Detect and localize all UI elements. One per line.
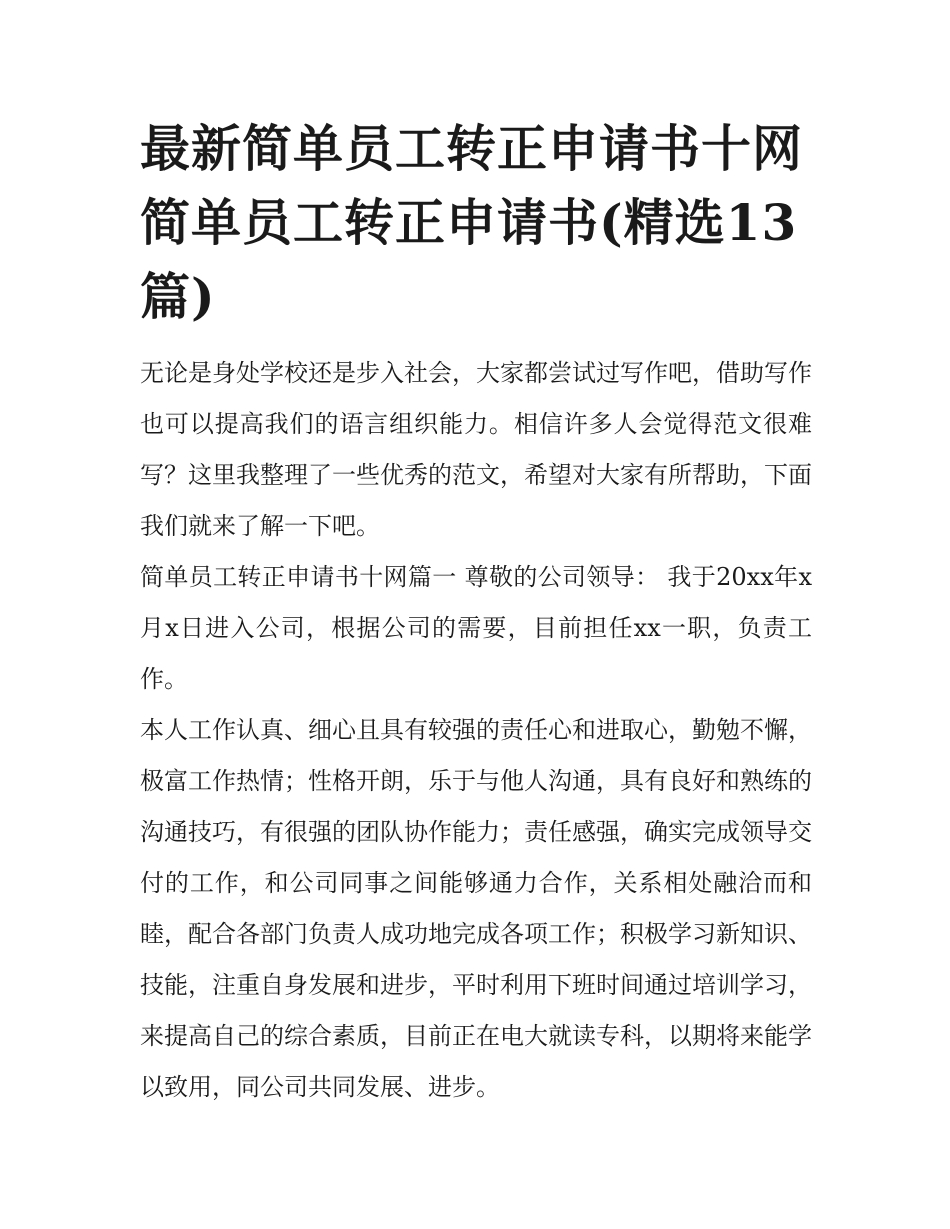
work-performance-paragraph: 本人工作认真、细心且具有较强的责任心和进取心，勤勉不懈，极富工作热情；性格开朗，乐于与他人沟通，具有良好和熟练的沟通技巧，有很强的团队协作能力；责任感强，确实完成领导交付的工作，和公司同事之间能够通力合作，关系相处融洽而和睦，配合各部门负责人成功地完成各项工作；积极学习新知识、技能，注重自身发展和进步，平时利用下班时间通过培训学习，来提高自己的综合素质，目前正在电大就读专科，以期将来能学以致用，同公司共同发展、进步。 — [140, 716, 812, 1101]
document-title: 最新简单员工转正申请书十网简单员工转正申请书(精选13篇) — [140, 119, 803, 326]
title-spacer — [140, 334, 812, 348]
intro-paragraph: 无论是身处学校还是步入社会，大家都尝试过写作吧，借助写作也可以提高我们的语言组织能力。相信许多人会觉得范文很难写？这里我整理了一些优秀的范文，希望对大家有所帮助，下面我们就来了解一下吧。 — [140, 359, 812, 540]
letter-opening-paragraph: 简单员工转正申请书十网篇一 尊敬的公司领导： 我于20xx年x月x日进入公司，根据公司的需要，目前担任xx一职，负责工作。 — [140, 563, 812, 693]
document-body — [140, 112, 812, 1113]
